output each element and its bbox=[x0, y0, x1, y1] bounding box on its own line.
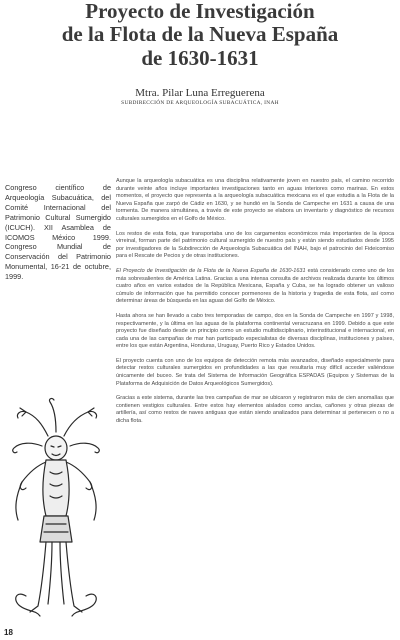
article-title-line-1: Proyecto de Investigación bbox=[85, 0, 315, 23]
sea-creature-illustration bbox=[6, 396, 106, 621]
author-name: Mtra. Pilar Luna Erreguerena bbox=[135, 87, 265, 99]
body-paragraph: Hasta ahora se han llevado a cabo tres temporadas de campo, dos en la Sonda de Campeche en 1997 y 1998, respectivamente, y la última en las aguas de la plataforma continental veracruzana en 1999. Debido a que este proyecto fue diseñado desde un principio como un estudio multidisciplinario, interinstitucional e internacional, en cada una de las campañas de mar han participado especialistas de diversas disciplinas, instituciones y países, entre los que están Argentina, Honduras, Uruguay, Puerto Rico y Estados Unidos. bbox=[116, 312, 394, 350]
body-paragraph-text: está considerado como uno de los más sobresalientes de América Latina. Gracias a una intensa consulta de archivos realizada durante los últimos cuatro años en varios estados de la República Mexicana, España y Cuba, se ha logrado obtener un valioso cúmulo de información que ha permitido conocer pormenores de la historia y tragedia de esta flota, así como determinar áreas de búsqueda en las aguas del Golfo de México. bbox=[116, 267, 394, 305]
article-title-line-3: de 1630-1631 bbox=[141, 46, 259, 70]
body-paragraph: Los restos de esta flota, que transportaba uno de los cargamentos económicos más importantes de la época virreinal, forman parte del patrimonio cultural sumergido de nuestro país y están siendo estudiados desde 1995 por investigadores de la Subdirección de Arqueología Subacuática del INAH, bajo el patrocinio del Fideicomiso para el Rescate de Pecios y de otras instituciones. bbox=[116, 230, 394, 260]
project-name-italic: El Proyecto de Investigación de la Flota de la Nueva España de 1630-1631 bbox=[116, 267, 306, 274]
page-number: 18 bbox=[4, 628, 13, 637]
body-paragraph: Aunque la arqueología subacuática es una disciplina relativamente joven en nuestro país, el camino recorrido durante veinte años incluye importantes investigaciones tanto en aguas interiores como marinas. En estos momentos, el proyecto que representa a la arqueología subacuática mexicana es el que estudia a la Flota de la Nueva España que zarpó de Cádiz en 1630, y se hundió en la Sonda de Campeche en 1631 a causa de una tormenta. De manera simultánea, a través de este proyecto se elabora un inventario y diagnóstico de recursos culturales sumergidos en el Golfo de México. bbox=[116, 178, 394, 222]
body-paragraph: Gracias a este sistema, durante las tres campañas de mar se ubicaron y registraron más de cien anomalías que contienen vestigios culturales. Entre estos hay elementos aislados como anclas, cañones y otras piezas de artillería, así como restos de naves antiguas que están siendo analizados para determinar si pertenecen o no a dicha flota. bbox=[116, 395, 394, 425]
author-affiliation: SUBDIRECCIÓN DE ARQUEOLOGÍA SUBACUÁTICA, INAH bbox=[121, 100, 279, 106]
article-title-line-2: de la Flota de la Nueva España bbox=[61, 22, 339, 46]
sidebar-note: Congreso científico de Arqueología Subacuática, del Comité Internacional del Patrimonio Cultural Sumergido (ICUCH). XII Asamblea de ICOMOS México 1999. Congreso Mundial de Conservación del Patrimonio Monumental, 16-21 de octubre, 1999. bbox=[5, 183, 111, 282]
article-body bbox=[116, 178, 394, 433]
body-paragraph bbox=[116, 268, 394, 306]
body-paragraph: El proyecto cuenta con uno de los equipos de detección remota más avanzados, diseñado especialmente para detectar restos culturales sumergidos en profundidades a las que resultaría muy difícil acceder valiéndose únicamente del buceo. Se trata del Sistema de Información Geográfica ESPADAS (Equipos y Sistemas de la Plataforma de Adquisición de Datos Arqueológicos Sumergidos). bbox=[116, 357, 394, 387]
